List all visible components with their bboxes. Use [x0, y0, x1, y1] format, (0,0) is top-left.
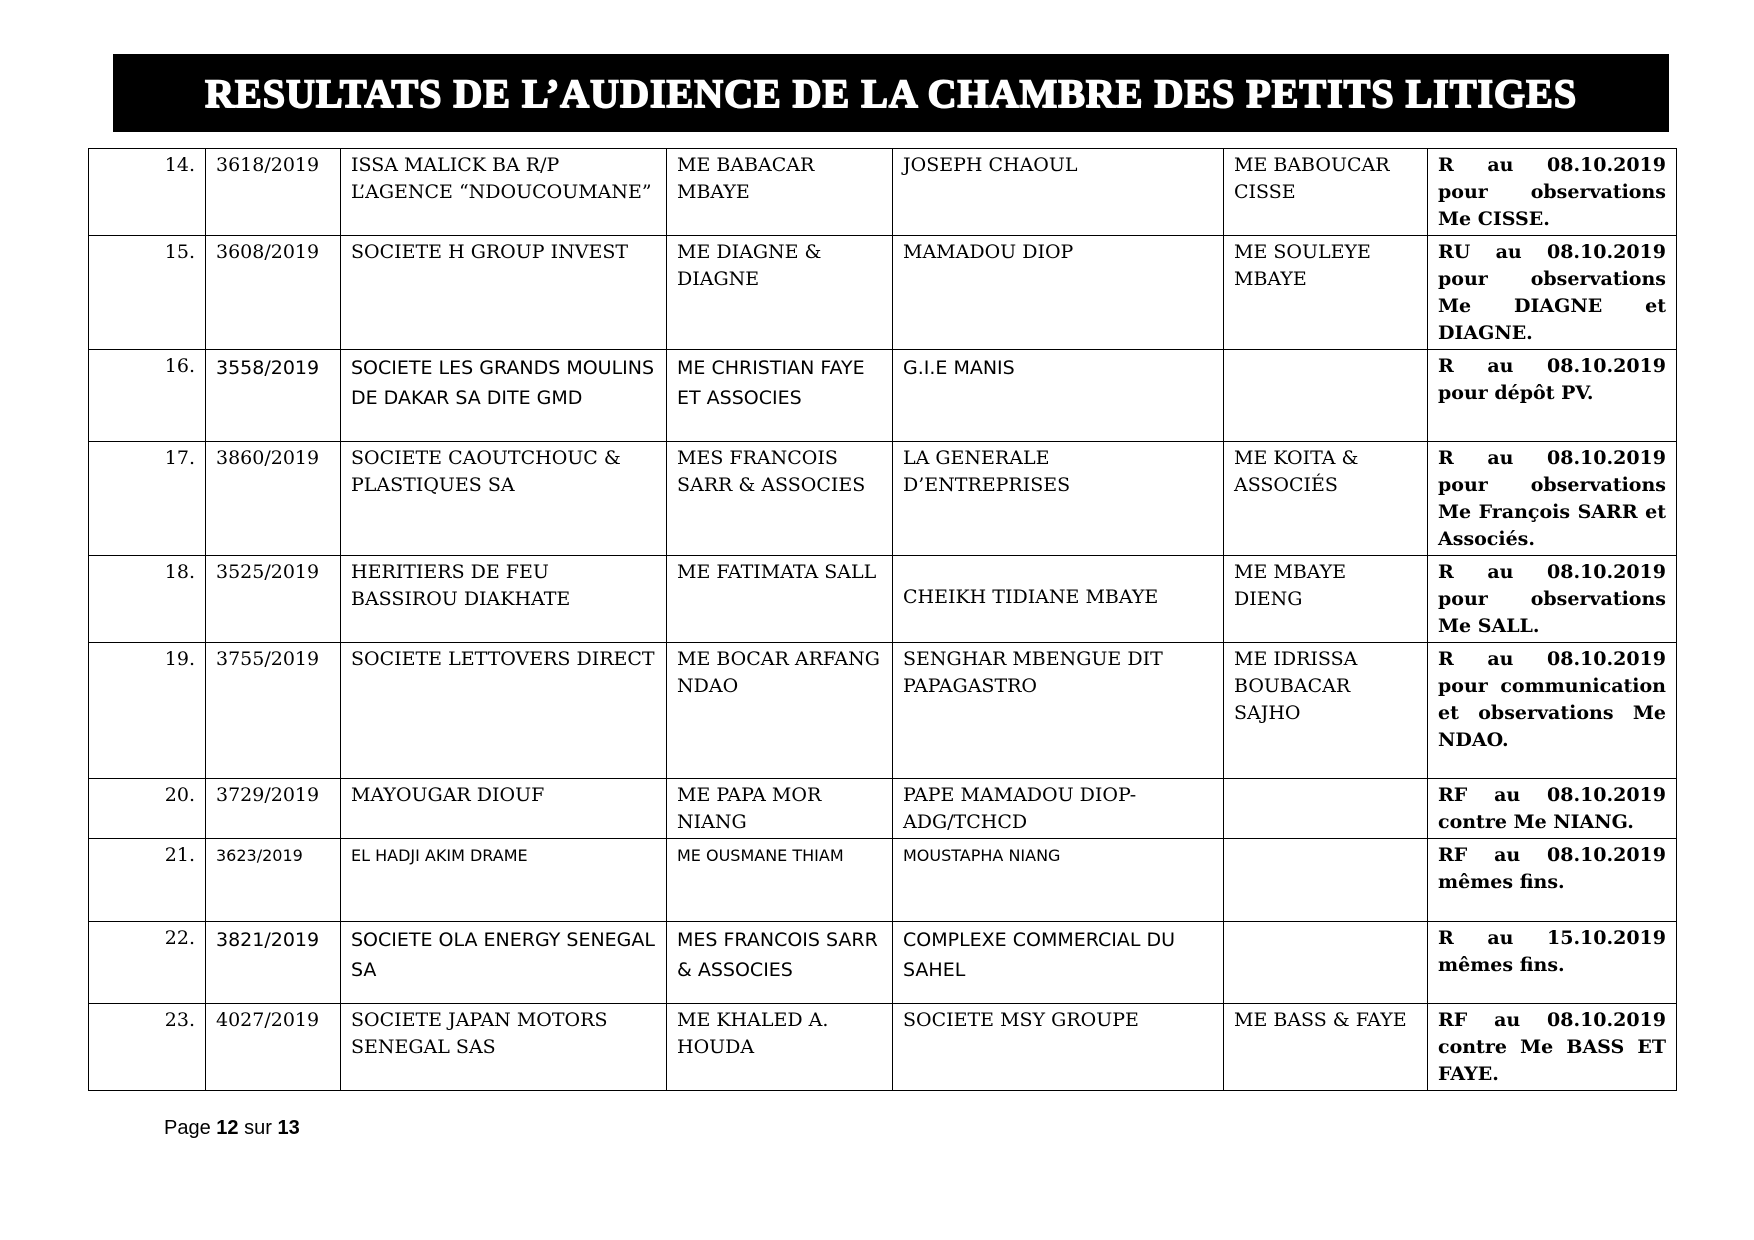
defendant-lawyer-cell: [1224, 839, 1428, 922]
table-row: [89, 643, 1677, 779]
decision-cell: R au 08.10.2019 pour dépôt PV.: [1428, 350, 1677, 442]
table-row: [89, 236, 1677, 350]
plaintiff-lawyer-cell: ME CHRISTIAN FAYE ET ASSOCIES: [667, 350, 893, 442]
row-number-cell: 14.: [89, 149, 206, 236]
plaintiff-lawyer-cell: ME OUSMANE THIAM: [667, 839, 893, 922]
defendant-lawyer-cell: ME KOITA & ASSOCIÉS: [1224, 442, 1428, 556]
defendant-lawyer-cell: [1224, 350, 1428, 442]
plaintiff-cell: EL HADJI AKIM DRAME: [341, 839, 667, 922]
plaintiff-cell: SOCIETE LETTOVERS DIRECT: [341, 643, 667, 779]
decision-cell: R au 15.10.2019 mêmes fins.: [1428, 922, 1677, 1004]
decision-cell: RU au 08.10.2019 pour observations Me DIAGNE et DIAGNE.: [1428, 236, 1677, 350]
row-number-cell: 20.: [89, 779, 206, 839]
decision-cell: R au 08.10.2019 pour observations Me François SARR et Associés.: [1428, 442, 1677, 556]
defendant-lawyer-cell: [1224, 779, 1428, 839]
plaintiff-cell: HERITIERS DE FEU BASSIROU DIAKHATE: [341, 556, 667, 643]
row-number-cell: 18.: [89, 556, 206, 643]
decision-cell: R au 08.10.2019 pour observations Me SALL.: [1428, 556, 1677, 643]
page-footer: [164, 1117, 300, 1140]
defendant-cell: G.I.E MANIS: [893, 350, 1224, 442]
defendant-lawyer-cell: ME MBAYE DIENG: [1224, 556, 1428, 643]
defendant-lawyer-cell: ME BABOUCAR CISSE: [1224, 149, 1428, 236]
decision-cell: RF au 08.10.2019 mêmes fins.: [1428, 839, 1677, 922]
plaintiff-lawyer-cell: ME BOCAR ARFANG NDAO: [667, 643, 893, 779]
defendant-cell: CHEIKH TIDIANE MBAYE: [893, 556, 1224, 643]
plaintiff-cell: SOCIETE H GROUP INVEST: [341, 236, 667, 350]
defendant-cell: MOUSTAPHA NIANG: [893, 839, 1224, 922]
page-label: Page: [164, 1117, 211, 1139]
table-row: [89, 839, 1677, 922]
page-sep: sur: [244, 1117, 272, 1139]
case-number-cell: 3558/2019: [206, 350, 341, 442]
case-number-cell: 3608/2019: [206, 236, 341, 350]
defendant-lawyer-cell: ME BASS & FAYE: [1224, 1004, 1428, 1091]
plaintiff-cell: MAYOUGAR DIOUF: [341, 779, 667, 839]
table-row: [89, 442, 1677, 556]
plaintiff-cell: SOCIETE JAPAN MOTORS SENEGAL SAS: [341, 1004, 667, 1091]
case-number-cell: 3525/2019: [206, 556, 341, 643]
plaintiff-lawyer-cell: ME DIAGNE & DIAGNE: [667, 236, 893, 350]
defendant-cell: SOCIETE MSY GROUPE: [893, 1004, 1224, 1091]
table-row: [89, 556, 1677, 643]
page-current: 12: [216, 1117, 239, 1139]
decision-cell: R au 08.10.2019 pour observations Me CISSE.: [1428, 149, 1677, 236]
defendant-lawyer-cell: ME IDRISSA BOUBACAR SAJHO: [1224, 643, 1428, 779]
case-number-cell: 3821/2019: [206, 922, 341, 1004]
defendant-cell: LA GENERALE D’ENTREPRISES: [893, 442, 1224, 556]
case-number-cell: 3729/2019: [206, 779, 341, 839]
row-number-cell: 23.: [89, 1004, 206, 1091]
page-total: 13: [277, 1117, 300, 1139]
row-number-cell: 17.: [89, 442, 206, 556]
row-number-cell: 22.: [89, 922, 206, 1004]
case-number-cell: 3623/2019: [206, 839, 341, 922]
header-banner: [113, 54, 1669, 132]
decision-cell: RF au 08.10.2019 contre Me BASS ET FAYE.: [1428, 1004, 1677, 1091]
page-title: RESULTATS DE L’AUDIENCE DE LA CHAMBRE DES PETITS LITIGES: [205, 70, 1577, 116]
defendant-cell: PAPE MAMADOU DIOP- ADG/TCHCD: [893, 779, 1224, 839]
table-row: [89, 779, 1677, 839]
plaintiff-lawyer-cell: ME BABACAR MBAYE: [667, 149, 893, 236]
case-number-cell: 3860/2019: [206, 442, 341, 556]
row-number-cell: 21.: [89, 839, 206, 922]
defendant-lawyer-cell: [1224, 922, 1428, 1004]
row-number-cell: 15.: [89, 236, 206, 350]
decision-cell: R au 08.10.2019 pour communication et observations Me NDAO.: [1428, 643, 1677, 779]
row-number-cell: 16.: [89, 350, 206, 442]
results-table: [88, 148, 1677, 1091]
plaintiff-cell: SOCIETE LES GRANDS MOULINS DE DAKAR SA DITE GMD: [341, 350, 667, 442]
case-number-cell: 3618/2019: [206, 149, 341, 236]
case-number-cell: 3755/2019: [206, 643, 341, 779]
plaintiff-cell: ISSA MALICK BA R/P L’AGENCE “NDOUCOUMANE”: [341, 149, 667, 236]
row-number-cell: 19.: [89, 643, 206, 779]
defendant-cell: SENGHAR MBENGUE DIT PAPAGASTRO: [893, 643, 1224, 779]
defendant-cell: MAMADOU DIOP: [893, 236, 1224, 350]
defendant-cell: COMPLEXE COMMERCIAL DU SAHEL: [893, 922, 1224, 1004]
table-row: [89, 350, 1677, 442]
table-row: [89, 149, 1677, 236]
case-number-cell: 4027/2019: [206, 1004, 341, 1091]
table-row: [89, 1004, 1677, 1091]
plaintiff-lawyer-cell: MES FRANCOIS SARR & ASSOCIES: [667, 442, 893, 556]
plaintiff-lawyer-cell: MES FRANCOIS SARR & ASSOCIES: [667, 922, 893, 1004]
plaintiff-lawyer-cell: ME FATIMATA SALL: [667, 556, 893, 643]
table-row: [89, 922, 1677, 1004]
defendant-lawyer-cell: ME SOULEYE MBAYE: [1224, 236, 1428, 350]
defendant-cell: JOSEPH CHAOUL: [893, 149, 1224, 236]
plaintiff-cell: SOCIETE OLA ENERGY SENEGAL SA: [341, 922, 667, 1004]
plaintiff-lawyer-cell: ME PAPA MOR NIANG: [667, 779, 893, 839]
plaintiff-cell: SOCIETE CAOUTCHOUC & PLASTIQUES SA: [341, 442, 667, 556]
plaintiff-lawyer-cell: ME KHALED A. HOUDA: [667, 1004, 893, 1091]
decision-cell: RF au 08.10.2019 contre Me NIANG.: [1428, 779, 1677, 839]
